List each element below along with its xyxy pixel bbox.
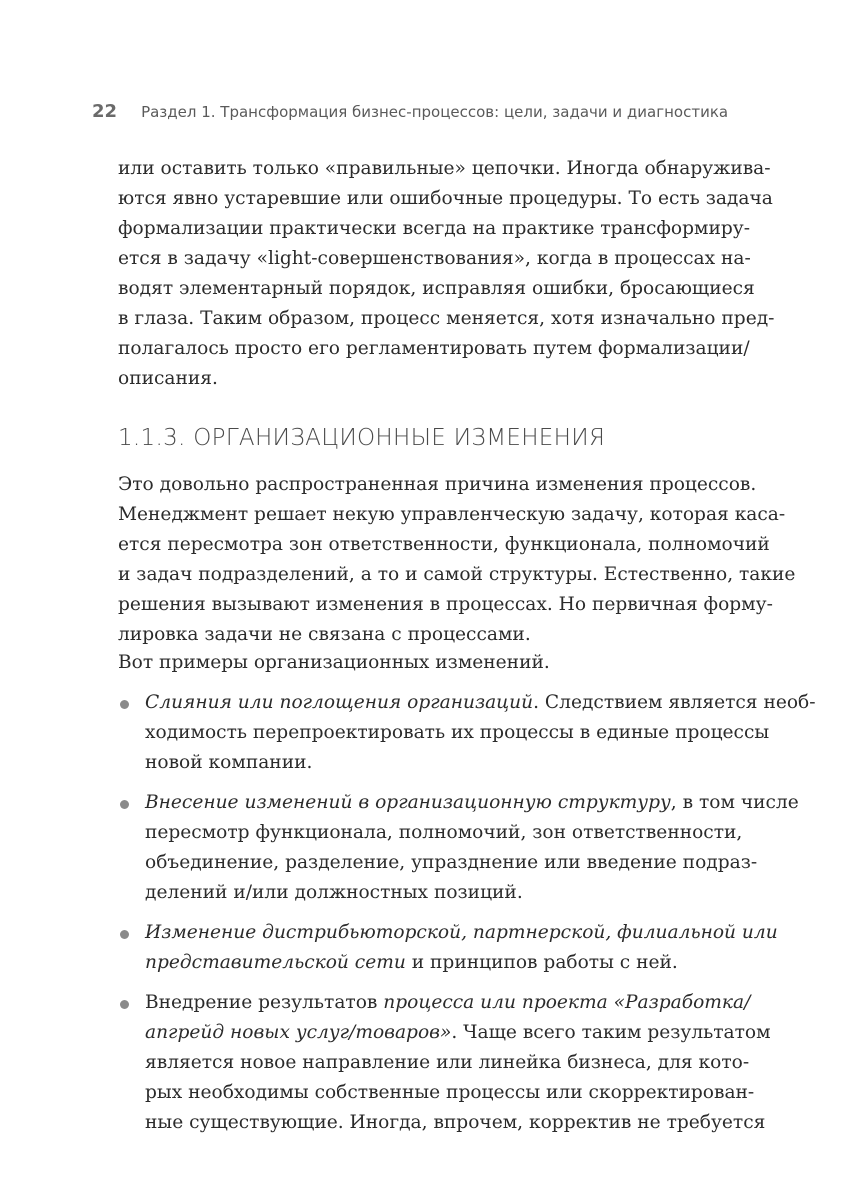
text: . Следствием является необ- [533, 692, 816, 713]
text-line [145, 1048, 750, 1078]
text-line: решения вызывают изменения в процессах. Но первичная форму- [118, 594, 773, 615]
text-line [145, 1108, 766, 1138]
text: рых необходимы собственные процессы или скорректирован- [145, 1082, 755, 1103]
text-line [145, 688, 816, 718]
examples-list [118, 688, 816, 1138]
italic-text: апгрейд новых услуг/товаров» [145, 1022, 452, 1043]
text: делений и/или должностных позиций. [145, 882, 523, 903]
text-line [145, 1078, 755, 1108]
text-line: Это довольно распространенная причина изменения процессов. [118, 474, 757, 495]
bullet-icon [120, 930, 129, 939]
italic-text: представительской сети [145, 952, 406, 973]
text-line: в глаза. Таким образом, процесс меняется, хотя изначально пред- [118, 308, 775, 329]
section-heading: 1.1.3. ОРГАНИЗАЦИОННЫЕ ИЗМЕНЕНИЯ [118, 425, 606, 451]
text-line: водят элементарный порядок, исправляя ошибки, бросающиеся [118, 278, 755, 299]
italic-text: Изменение дистрибьюторской, партнерской, филиальной или [145, 922, 778, 943]
text-line [145, 788, 799, 818]
text-line [145, 818, 743, 848]
text-line: лировка задачи не связана с процессами. [118, 624, 531, 645]
running-title: Раздел 1. Трансформация бизнес-процессов: цели, задачи и диагностика [141, 103, 729, 121]
text: . Чаще всего таким результатом [451, 1022, 771, 1043]
list-item [118, 918, 778, 978]
text: и принципов работы с ней. [405, 952, 678, 973]
section-paragraph-1 [118, 470, 796, 650]
text-line: описания. [118, 368, 218, 389]
text: ходимость перепроектировать их процессы в единые процессы [145, 722, 770, 743]
text-line: ется в задачу «light-совершенствования», когда в процессах на- [118, 248, 751, 269]
text-line [145, 748, 736, 778]
text: пересмотр функционала, полномочий, зон ответственности, [145, 822, 743, 843]
section-paragraph-2: Вот примеры организационных изменений. [118, 652, 550, 673]
text: является новое направление или линейка бизнеса, для кото- [145, 1052, 750, 1073]
list-item [118, 788, 799, 908]
page-number: 22 [92, 101, 118, 122]
italic-text: процесса или проекта «Разработка/ [383, 992, 751, 1013]
text: , в том числе [670, 792, 799, 813]
bullet-icon [120, 700, 129, 709]
text-line [145, 718, 770, 748]
text-line [145, 1018, 771, 1048]
text-line [145, 988, 751, 1018]
text-line: Менеджмент решает некую управленческую задачу, которая каса- [118, 504, 786, 525]
text-line: или оставить только «правильные» цепочки. Иногда обнаружива- [118, 158, 771, 179]
running-header [92, 101, 728, 122]
italic-text: Внесение изменений в организационную структуру [145, 792, 671, 813]
text-line: ются явно устаревшие или ошибочные процедуры. То есть задача [118, 188, 773, 209]
text-line: ется пересмотра зон ответственности, функционала, полномочий [118, 534, 770, 555]
text: ные существующие. Иногда, впрочем, корректив не требуется [145, 1112, 766, 1133]
text-line: формализации практически всегда на практике трансформиру- [118, 218, 750, 239]
text-line [145, 918, 778, 948]
text-line [145, 878, 736, 908]
bullet-icon [120, 1000, 129, 1009]
text-line [145, 948, 736, 978]
intro-paragraph [118, 154, 775, 394]
text-line [145, 848, 758, 878]
list-item [118, 988, 771, 1138]
text: Внедрение результатов [145, 992, 384, 1013]
text: объединение, разделение, упразднение или введение подраз- [145, 852, 758, 873]
list-item [118, 688, 816, 778]
text: новой компании. [145, 752, 313, 773]
text-line: и задач подразделений, а то и самой структуры. Естественно, такие [118, 564, 796, 585]
italic-text: Слияния или поглощения организаций [145, 692, 534, 713]
text-line: полагалось просто его регламентировать путем формализации/ [118, 338, 750, 359]
bullet-icon [120, 800, 129, 809]
